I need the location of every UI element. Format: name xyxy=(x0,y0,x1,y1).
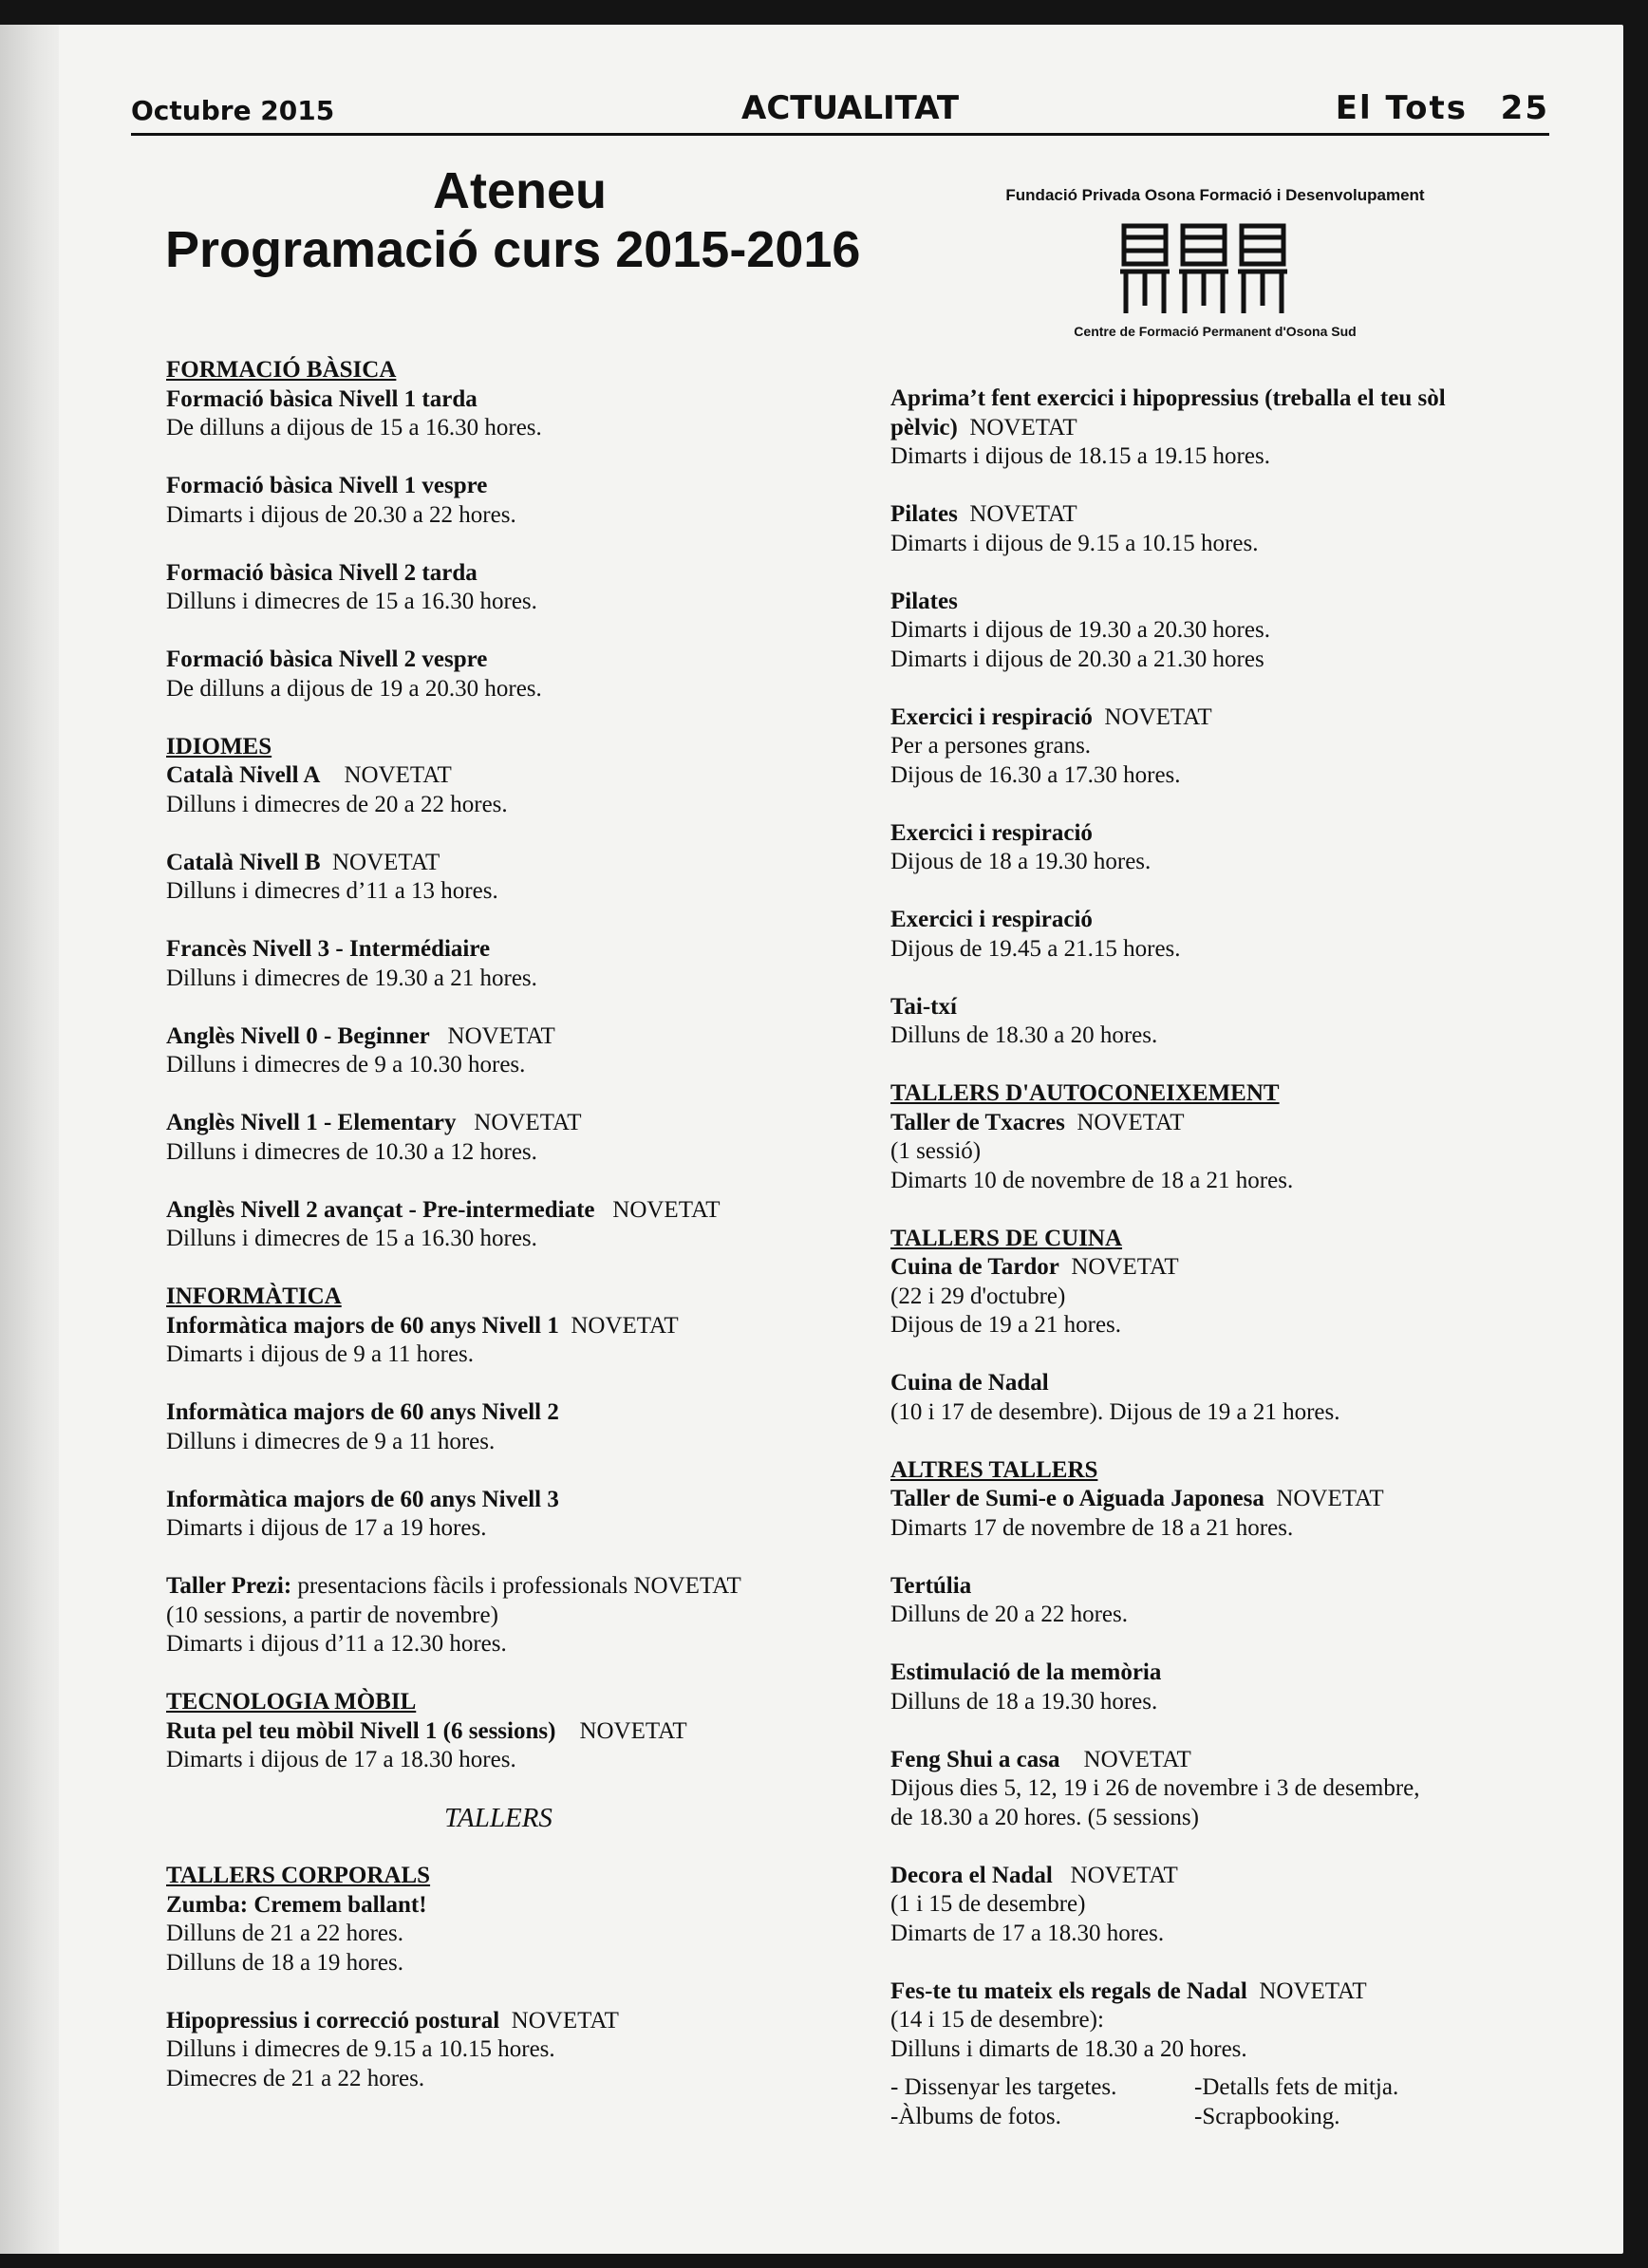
course-schedule: Dilluns de 18.30 a 20 hores. xyxy=(890,1022,1158,1048)
course-item xyxy=(890,1109,1536,1196)
course-schedule: Dilluns i dimecres d’11 a 13 hores. xyxy=(166,878,498,904)
course-note: (1 i 15 de desembre) xyxy=(890,1891,1086,1917)
course-title: Català Nivell A xyxy=(166,762,321,788)
header-rule xyxy=(131,133,1549,136)
course-schedule: Dijous dies 5, 12, 19 i 26 de novembre i 3 de desembre, xyxy=(890,1775,1420,1801)
course-item xyxy=(890,1746,1536,1833)
course-tag: NOVETAT xyxy=(1071,1254,1179,1280)
course-tag: NOVETAT xyxy=(969,501,1077,527)
course-title: Estimulació de la memòria xyxy=(890,1659,1162,1685)
course-schedule: Dilluns de 18 a 19.30 hores. xyxy=(890,1688,1158,1715)
course-item xyxy=(890,500,1536,558)
logo-top-text: Fundació Privada Osona Formació i Desenvolupament xyxy=(1005,186,1425,204)
logo-block xyxy=(968,186,1462,346)
right-column xyxy=(890,384,1536,2161)
course-description: presentacions fàcils i professionals NOVETAT xyxy=(297,1573,741,1599)
course-schedule: Dijous de 18 a 19.30 hores. xyxy=(890,849,1152,874)
course-schedule: Dilluns i dimecres de 9 a 10.30 hores. xyxy=(166,1052,526,1078)
course-title: Aprima’t fent exercici i hipopressius (treballa el teu sòl pèlvic) xyxy=(890,385,1446,440)
course-title: Informàtica majors de 60 anys Nivell 2 xyxy=(166,1399,559,1425)
course-tag: NOVETAT xyxy=(511,2007,619,2034)
course-item xyxy=(166,559,916,617)
course-item xyxy=(166,1486,916,1544)
course-title: Pilates xyxy=(890,501,958,527)
extras-row xyxy=(890,2103,1536,2132)
course-schedule: de 18.30 a 20 hores. (5 sessions) xyxy=(890,1804,1199,1830)
extra-item: -Scrapbooking. xyxy=(1194,2103,1340,2129)
extra-item: -Detalls fets de mitja. xyxy=(1194,2074,1399,2100)
left-column xyxy=(166,356,916,2123)
header-page-number: 25 xyxy=(1500,89,1549,127)
course-item xyxy=(890,1572,1536,1630)
page-gutter xyxy=(0,25,66,2254)
course-tag: NOVETAT xyxy=(612,1196,721,1223)
extra-item: -Àlbums de fotos. xyxy=(890,2103,1061,2129)
course-title: Ruta pel teu mòbil Nivell 1 (6 sessions) xyxy=(166,1717,556,1744)
course-schedule: Dimarts i dijous de 17 a 19 hores. xyxy=(166,1515,487,1541)
course-tag: NOVETAT xyxy=(1070,1862,1178,1888)
course-item xyxy=(890,1485,1536,1543)
course-schedule: Dilluns i dimecres de 15 a 16.30 hores. xyxy=(166,589,537,614)
course-schedule: Dimarts i dijous de 17 a 18.30 hores. xyxy=(166,1747,516,1772)
course-title: Formació bàsica Nivell 2 vespre xyxy=(166,647,488,672)
course-tag: NOVETAT xyxy=(1104,703,1212,730)
course-title: Feng Shui a casa xyxy=(890,1746,1060,1772)
course-item xyxy=(166,385,916,443)
course-title: Pilates xyxy=(890,588,958,614)
course-tag: NOVETAT xyxy=(447,1022,555,1049)
course-item xyxy=(890,1659,1536,1716)
course-title: Anglès Nivell 1 - Elementary xyxy=(166,1110,457,1135)
course-item xyxy=(166,1572,916,1659)
course-item xyxy=(166,646,916,703)
course-item xyxy=(890,1253,1536,1340)
course-title: Anglès Nivell 2 avançat - Pre-intermediate xyxy=(166,1196,595,1223)
course-title: Exercici i respiració xyxy=(890,703,1093,730)
course-note: (10 sessions, a partir de novembre) xyxy=(166,1602,498,1628)
course-schedule: De dilluns a dijous de 15 a 16.30 hores. xyxy=(166,415,542,440)
course-schedule: Dimarts i dijous de 20.30 a 22 hores. xyxy=(166,501,516,528)
course-schedule: Dilluns de 21 a 22 hores. xyxy=(166,1921,403,1946)
course-item xyxy=(890,384,1536,472)
course-item xyxy=(166,1196,916,1254)
course-item xyxy=(890,1369,1536,1427)
course-tag: NOVETAT xyxy=(571,1312,679,1339)
course-tag: NOVETAT xyxy=(579,1717,687,1744)
course-schedule: Dimarts i dijous de 18.15 a 19.15 hores. xyxy=(890,443,1270,469)
course-schedule: Dimarts 10 de novembre de 18 a 21 hores. xyxy=(890,1167,1294,1193)
course-item xyxy=(166,849,916,907)
course-note: (14 i 15 de desembre): xyxy=(890,2007,1104,2033)
tallers-subtitle: TALLERS xyxy=(444,1803,552,1833)
course-item xyxy=(166,472,916,530)
course-note: (1 sessió) xyxy=(890,1138,982,1164)
course-note: Per a persones grans. xyxy=(890,733,1092,759)
course-title: Formació bàsica Nivell 1 tarda xyxy=(166,385,478,412)
course-tag: NOVETAT xyxy=(474,1110,582,1135)
course-schedule: Dilluns i dimecres de 20 a 22 hores. xyxy=(166,791,508,817)
course-title: Exercici i respiració xyxy=(890,819,1093,846)
category-heading: TECNOLOGIA MÒBIL xyxy=(166,1689,417,1715)
course-schedule: Dimarts i dijous de 9 a 11 hores. xyxy=(166,1341,475,1367)
course-schedule: Dilluns de 18 a 19 hores. xyxy=(166,1949,403,1976)
course-title: Taller de Sumi-e o Aiguada Japonesa xyxy=(890,1486,1264,1511)
title-programacio: Programació curs 2015-2016 xyxy=(165,221,861,278)
extras-row xyxy=(890,2073,1536,2103)
course-title: Taller Prezi: xyxy=(166,1573,292,1599)
course-item xyxy=(166,1109,916,1167)
course-tag: NOVETAT xyxy=(1083,1746,1191,1772)
logo-bottom-text: Centre de Formació Permanent d'Osona Sud xyxy=(1074,324,1357,339)
course-title: Català Nivell B xyxy=(166,849,321,875)
course-item xyxy=(890,906,1536,964)
course-title: Cuina de Tardor xyxy=(890,1254,1059,1280)
course-title: Taller de Txacres xyxy=(890,1109,1065,1135)
course-title: Informàtica majors de 60 anys Nivell 1 xyxy=(166,1312,559,1339)
course-schedule: Dimarts i dijous de 9.15 a 10.15 hores. xyxy=(890,530,1259,556)
course-tag: NOVETAT xyxy=(1276,1486,1384,1511)
course-schedule: Dimarts de 17 a 18.30 hores. xyxy=(890,1920,1165,1946)
title-ateneu: Ateneu xyxy=(433,162,608,219)
course-schedule: Dilluns i dimecres de 9 a 11 hores. xyxy=(166,1428,496,1454)
course-title: Fes-te tu mateix els regals de Nadal xyxy=(890,1977,1247,2004)
course-schedule: Dilluns i dimecres de 10.30 a 12 hores. xyxy=(166,1138,537,1165)
course-title: Exercici i respiració xyxy=(890,907,1093,932)
course-title: Zumba: Cremem ballant! xyxy=(166,1891,427,1918)
course-schedule: Dilluns i dimecres de 19.30 a 21 hores. xyxy=(166,965,537,991)
course-title: Decora el Nadal xyxy=(890,1862,1053,1888)
course-item xyxy=(890,1977,1536,2132)
course-title: Anglès Nivell 0 - Beginner xyxy=(166,1022,430,1049)
course-item xyxy=(166,761,916,819)
course-title: Formació bàsica Nivell 2 tarda xyxy=(166,559,478,586)
course-tag: NOVETAT xyxy=(969,414,1077,440)
course-tag: NOVETAT xyxy=(332,849,440,875)
course-schedule: Dimecres de 21 a 22 hores. xyxy=(166,2065,425,2091)
course-title: Tertúlia xyxy=(890,1572,972,1599)
course-tag: NOVETAT xyxy=(344,762,452,788)
category-heading: ALTRES TALLERS xyxy=(890,1456,1098,1483)
extra-item: - Dissenyar les targetes. xyxy=(890,2074,1117,2100)
course-item xyxy=(166,2007,916,2094)
course-schedule: Dilluns de 20 a 22 hores. xyxy=(890,1602,1128,1627)
category-heading: TALLERS CORPORALS xyxy=(166,1863,431,1888)
header-date: Octubre 2015 xyxy=(131,95,335,126)
course-schedule: (10 i 17 de desembre). Dijous de 19 a 21 hores. xyxy=(890,1398,1340,1425)
category-heading: INFORMÀTICA xyxy=(166,1284,342,1309)
course-item xyxy=(166,1717,916,1775)
category-heading: TALLERS DE CUINA xyxy=(890,1225,1123,1251)
course-item xyxy=(890,588,1536,675)
course-item xyxy=(166,935,916,993)
course-title: Tai-txí xyxy=(890,993,957,1020)
course-title: Cuina de Nadal xyxy=(890,1370,1049,1396)
course-title: Formació bàsica Nivell 1 vespre xyxy=(166,473,488,498)
category-heading: TALLERS D'AUTOCONEIXEMENT xyxy=(890,1080,1280,1106)
course-title: Hipopressius i correcció postural xyxy=(166,2007,500,2034)
course-schedule: Dijous de 19 a 21 hores. xyxy=(890,1312,1122,1338)
course-schedule: Dilluns i dimarts de 18.30 a 20 hores. xyxy=(890,2035,1247,2062)
course-item xyxy=(166,1022,916,1080)
course-schedule: Dijous de 19.45 a 21.15 hores. xyxy=(890,935,1181,962)
course-item xyxy=(890,993,1536,1051)
course-item xyxy=(890,703,1536,791)
course-schedule: Dimarts i dijous d’11 a 12.30 hores. xyxy=(166,1631,507,1657)
course-title: Francès Nivell 3 - Intermédiaire xyxy=(166,936,491,962)
course-schedule: Dimarts i dijous de 20.30 a 21.30 hores xyxy=(890,646,1264,672)
course-tag: NOVETAT xyxy=(1077,1109,1185,1135)
category-heading: IDIOMES xyxy=(166,733,272,759)
header-paper-name: El Tots xyxy=(1335,89,1468,127)
course-item xyxy=(890,819,1536,877)
course-schedule: Dimarts i dijous de 19.30 a 20.30 hores. xyxy=(890,617,1270,643)
course-item xyxy=(166,1312,916,1370)
course-tag: NOVETAT xyxy=(1259,1977,1367,2004)
page-header xyxy=(131,89,1549,135)
course-note: (22 i 29 d'octubre) xyxy=(890,1283,1066,1309)
course-item xyxy=(166,1398,916,1456)
course-schedule: De dilluns a dijous de 19 a 20.30 hores. xyxy=(166,675,542,702)
header-section: ACTUALITAT xyxy=(741,89,960,127)
course-schedule: Dilluns i dimecres de 15 a 16.30 hores. xyxy=(166,1226,537,1251)
course-item xyxy=(166,1891,916,1978)
three-chairs-icon xyxy=(1111,222,1301,317)
course-schedule: Dijous de 16.30 a 17.30 hores. xyxy=(890,761,1181,788)
course-schedule: Dimarts 17 de novembre de 18 a 21 hores. xyxy=(890,1514,1294,1541)
course-item xyxy=(890,1862,1536,1949)
course-title: Informàtica majors de 60 anys Nivell 3 xyxy=(166,1486,559,1512)
course-schedule: Dilluns i dimecres de 9.15 a 10.15 hores. xyxy=(166,2036,555,2062)
category-heading: FORMACIÓ BÀSICA xyxy=(166,357,397,383)
